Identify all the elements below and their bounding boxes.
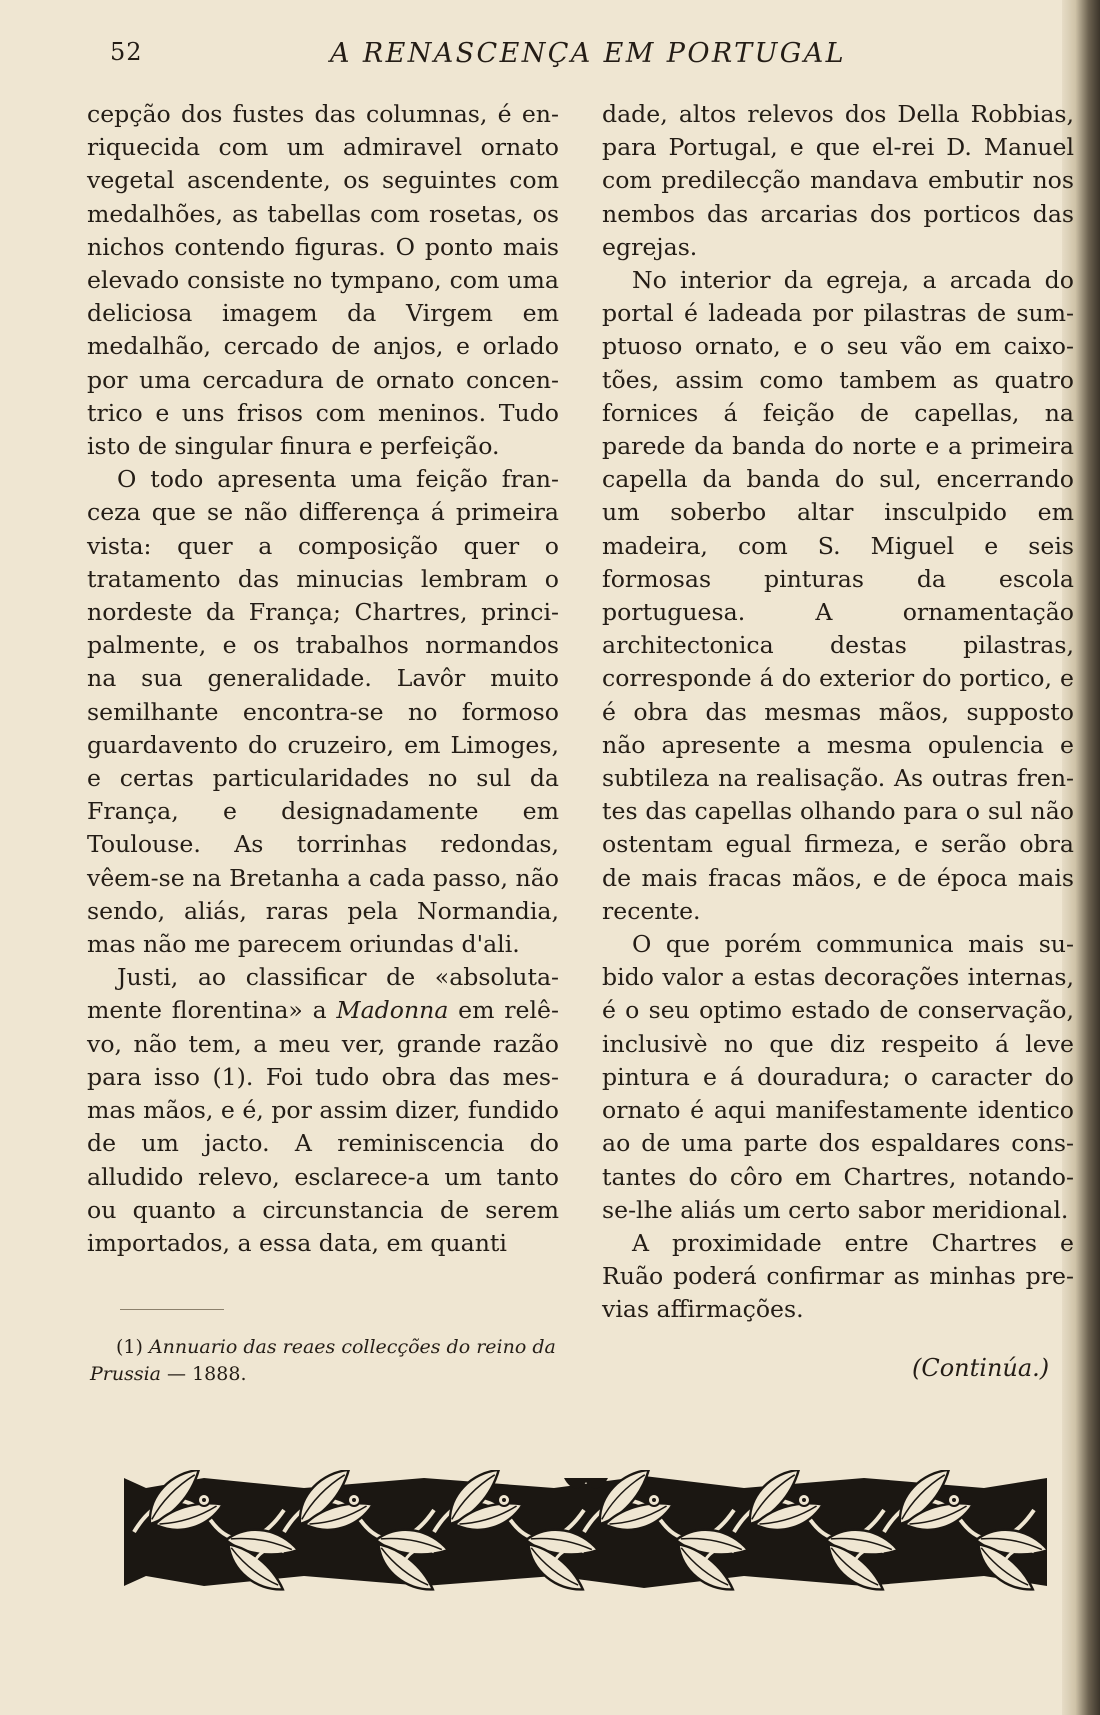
footnote — [90, 1334, 560, 1388]
running-title: A RENASCENÇA EM PORTUGAL — [330, 38, 846, 69]
paragraph-text: Justi, ao classificar de «absolutamente florentina» a — [87, 963, 559, 1025]
left-column — [87, 98, 559, 1260]
page-header — [110, 38, 1070, 78]
footnote-divider — [120, 1309, 224, 1310]
paragraph: dade, altos relevos dos Della Robbias, para Portugal, e que el-rei D. Manuel com predilecção mandava embutir nos nembos das arcarias dos porticos das egrejas. — [602, 100, 1074, 261]
page-number: 52 — [110, 38, 143, 66]
paragraph-text: em relêvo, não tem, a meu ver, grande razão para isso (1). Foi tudo obra das mesmas mãos, e é, por assim dizer, fundido de um jacto. A reminiscencia do alludido relevo, esclarece-a um tanto ou quanto a circunstancia de serem importados, a essa data, em quanti — [87, 996, 559, 1257]
footnote-marker: (1) — [116, 1336, 143, 1358]
paragraph — [87, 961, 559, 1260]
floral-vine-border-icon — [124, 1470, 1047, 1594]
paragraph: No interior da egreja, a arcada do portal é ladeada por pilastras de sumptuoso ornato, e o seu vão em caixotões, assim como tambem as quatro fornices á feição de capellas, na parede da banda do norte e a primeira capella da banda do sul, encerrando um soberbo altar insculpido em madeira, com S. Miguel e seis formosas pinturas da escola portuguesa. A ornamentação architectonica destas pilastras, corresponde á do exterior do portico, e é obra das mesmas mãos, supposto não apresente a mesma opulencia e subtileza na realisação. As outras frentes das capellas olhando para o sul não ostentam egual firmeza, e serão obra de mais fracas mãos, e de época mais recente. — [602, 266, 1074, 925]
right-column — [602, 98, 1074, 1327]
paragraph: cepção dos fustes das columnas, é enriquecida com um admiravel ornato vegetal ascendente, os seguintes com medalhões, as tabellas com rosetas, os nichos contendo figuras. O ponto mais elevado consiste no tympano, com uma deliciosa imagem da Virgem em medalhão, cercado de anjos, e orlado por uma cercadura de ornato concentrico e uns frisos com meninos. Tudo isto de singular finura e perfeição. — [87, 100, 559, 461]
footnote-text: Annuario das reaes collecções do reino da Prussia — [90, 1336, 556, 1385]
paragraph: O que porém communica mais subido valor a estas decorações internas, é o seu optimo estado de conservação, inclusivè no que diz respeito á leve pintura e á douradura; o caracter do ornato é aqui manifestamente identico ao de uma parte dos espaldares constantes do côro em Chartres, notandose-lhe aliás um certo sabor meridional. — [602, 930, 1074, 1224]
paragraph: A proximidade entre Chartres e Ruão poderá confirmar as minhas previas affirmações. — [602, 1228, 1074, 1324]
italic-title: Madonna — [336, 996, 449, 1025]
footnote-year: — 1888. — [161, 1363, 247, 1385]
paragraph: O todo apresenta uma feição franceza que se não differença á primeira vista: quer a composição quer o tratamento das minucias lembram o nordeste da França; Chartres, principalmente, e os trabalhos normandos na sua generalidade. Lavôr muito semilhante encontra-se no formoso guardavento do cruzeiro, em Limoges, e certas particularidades no sul da França, e designadamente em Toulouse. As torrinhas redondas, vêem-se na Bretanha a cada passo, não sendo, aliás, raras pela Normandia, mas não me parecem oriundas d'ali. — [87, 465, 559, 959]
continued-note: (Continúa.) — [912, 1354, 1050, 1382]
